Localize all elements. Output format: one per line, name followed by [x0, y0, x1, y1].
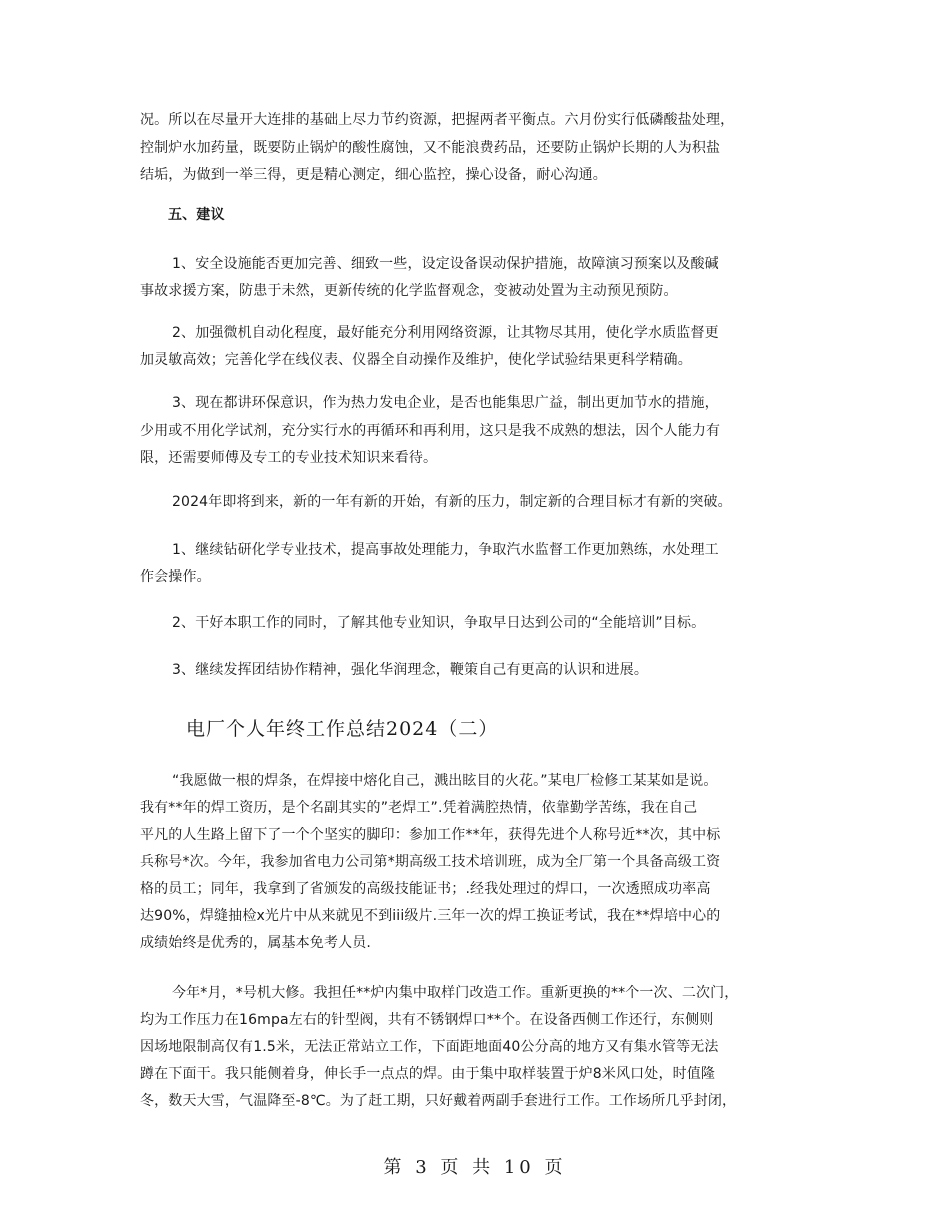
section-heading: 五、建议 — [168, 207, 225, 223]
paragraph-line: 今年*月，*号机大修。我担任**炉内集中取样门改造工作。重新更换的**个一次、二次门， — [172, 985, 739, 1001]
paragraph-line: 平凡的人生路上留下了一个个坚实的脚印：参加工作**年，获得先进个人称号近**次，其中标 — [140, 827, 721, 843]
paragraph-line: 控制炉水加药量，既要防止锅炉的酸性腐蚀，又不能浪费药品，还要防止锅炉长期的人为积盐 — [140, 140, 721, 156]
paragraph-line: 蹲在下面干。我只能侧着身，伸长手一点点的焊。由于集中取样装置于炉8米风口处，时值隆 — [140, 1066, 716, 1082]
paragraph-line: 1、安全设施能否更加完善、细致一些，设定设备误动保护措施，故障演习预案以及酸碱 — [172, 256, 719, 272]
section-title: 电厂个人年终工作总结2024（二） — [186, 718, 499, 740]
paragraph-line: 3、继续发挥团结协作精神，强化华润理念，鞭策自己有更高的认识和进展。 — [172, 662, 649, 678]
paragraph-line: 我有**年的焊工资历，是个名副其实的”老焊工”.凭着满腔热情，依靠勤学苦练，我在自己 — [140, 800, 698, 816]
paragraph-line: 事故求援方案，防患于未然，更新传统的化学监督观念，变被动处置为主动预见预防。 — [140, 283, 678, 299]
paragraph-line: “我愿做一根的焊条，在焊接中熔化自己，溅出眩目的火花。”某电厂检修工某某如是说。 — [172, 773, 718, 789]
paragraph-line: 结垢，为做到一举三得，更是精心测定，细心监控，操心设备，耐心沟通。 — [140, 167, 607, 183]
paragraph-line: 1、继续钻研化学专业技术，提高事故处理能力，争取汽水监督工作更加熟练，水处理工 — [172, 542, 719, 558]
paragraph-line: 冬，数天大雪，气温降至-8℃。为了赶工期，只好戴着两副手套进行工作。工作场所几乎封闭， — [140, 1093, 737, 1109]
paragraph-line: 成绩始终是优秀的，属基本免考人员. — [140, 935, 371, 951]
paragraph-line: 达90%，焊缝抽检x光片中从来就见不到iii级片.三年一次的焊工换证考试，我在**焊培中心的 — [140, 908, 721, 924]
paragraph-line: 2、干好本职工作的同时，了解其他专业知识，争取早日达到公司的“全能培训”目标。 — [172, 615, 706, 631]
paragraph-line: 均为工作压力在16mpa左右的针型阀，共有不锈钢焊口**个。在设备西侧工作还行，东侧则 — [140, 1012, 714, 1028]
paragraph-line: 3、现在都讲环保意识，作为热力发电企业，是否也能集思广益，制出更加节水的措施， — [172, 395, 719, 411]
paragraph-line: 格的员工；同年，我拿到了省颁发的高级技能证书；.经我处理过的焊口，一次透照成功率高 — [140, 881, 711, 897]
paragraph-line: 加灵敏高效；完善化学在线仪表、仪器全自动操作及维护，使化学试验结果更科学精确。 — [140, 352, 692, 368]
paragraph-line: 2024年即将到来，新的一年有新的开始，有新的压力，制定新的合理目标才有新的突破。 — [172, 494, 732, 510]
paragraph-line: 少用或不用化学试剂，充分实行水的再循环和再利用，这只是我不成熟的想法，因个人能力有 — [140, 423, 721, 439]
paragraph-line: 2、加强微机自动化程度，最好能充分利用网络资源，让其物尽其用，使化学水质监督更 — [172, 325, 719, 341]
paragraph-line: 况。所以在尽量开大连排的基础上尽力节约资源，把握两者平衡点。六月份实行低磷酸盐处理， — [140, 112, 735, 128]
page-footer: 第 3 页 共 10 页 — [383, 1157, 567, 1178]
paragraph-line: 限，还需要师傅及专工的专业技术知识来看待。 — [140, 450, 438, 466]
paragraph-line: 兵称号*次。今年，我参加省电力公司第*期高级工技术培训班，成为全厂第一个具备高级工资 — [140, 854, 721, 870]
paragraph-line: 作会操作。 — [140, 569, 211, 585]
paragraph-line: 因场地限制高仅有1.5米，无法正常站立工作，下面距地面40公分高的地方又有集水管等无法 — [140, 1039, 719, 1055]
